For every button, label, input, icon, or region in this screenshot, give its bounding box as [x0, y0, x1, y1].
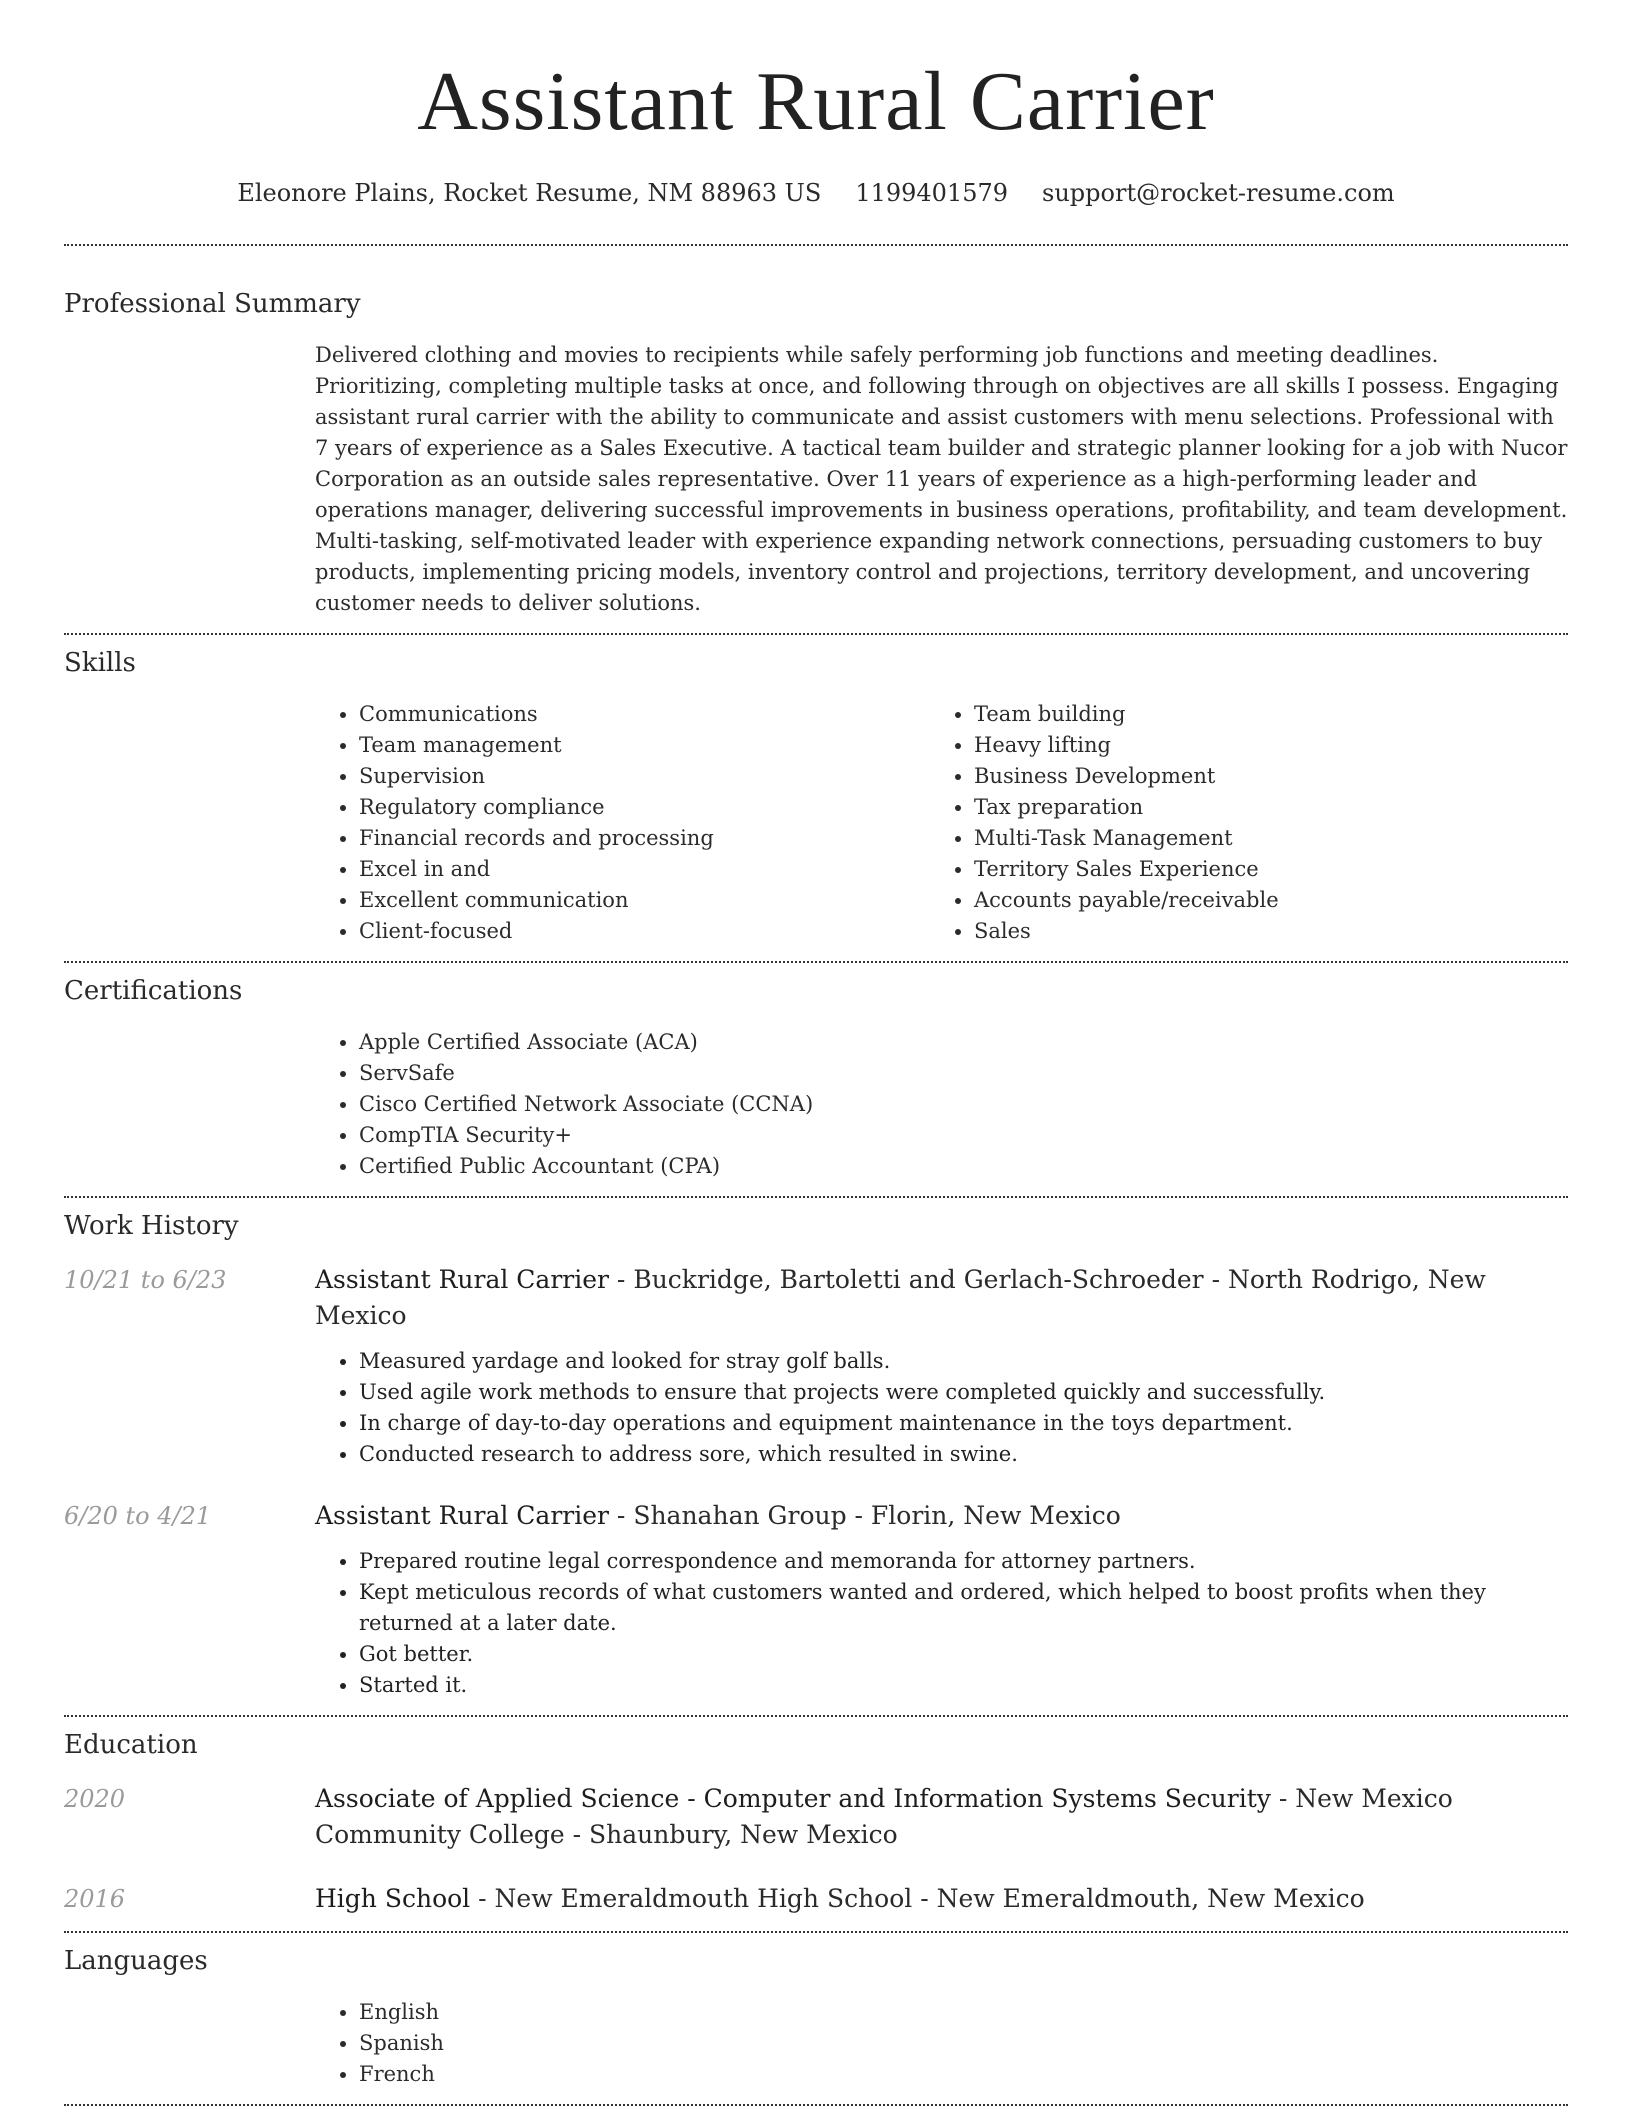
- work-section: [64, 1198, 1568, 1701]
- certification-item: • Apple Certified Associate (ACA): [359, 1027, 1568, 1058]
- job-bullet: • Conducted research to address sore, which resulted in swine.: [359, 1439, 1568, 1470]
- job-bullet: • In charge of day-to-day operations and equipment maintenance in the toys department.: [359, 1408, 1568, 1439]
- skill-item: • Territory Sales Experience: [974, 854, 1545, 885]
- skill-item: • Multi-Task Management: [974, 823, 1545, 854]
- job-bullet: • Prepared routine legal correspondence and memoranda for attorney partners.: [359, 1546, 1568, 1577]
- job-company: - Shanahan Group - Florin, New Mexico: [608, 1501, 1121, 1530]
- education-entry: [64, 1881, 1568, 1917]
- job-heading: [315, 1262, 1568, 1334]
- education-date: 2020: [64, 1785, 126, 1813]
- skill-item: • Excel in and: [359, 854, 930, 885]
- skill-item: • Regulatory compliance: [359, 792, 930, 823]
- language-item: • English: [359, 1997, 1568, 2028]
- job-entry: [64, 1498, 1568, 1701]
- skill-item: • Heavy lifting: [974, 730, 1545, 761]
- job-bullet: • Used agile work methods to ensure that projects were completed quickly and successfully.: [359, 1377, 1568, 1408]
- skill-item: • Team management: [359, 730, 930, 761]
- job-bullet: • Kept meticulous records of what customers wanted and ordered, which helped to boost profits when they returned at a later date.: [359, 1577, 1568, 1639]
- skill-item: • Accounts payable/receivable: [974, 885, 1545, 916]
- education-school: - New Emeraldmouth High School - New Emeraldmouth, New Mexico: [470, 1884, 1365, 1913]
- certifications-section: [64, 963, 1568, 1182]
- work-title: Work History: [64, 1211, 239, 1241]
- summary-body: [315, 340, 1568, 619]
- job-bullet: • Started it.: [359, 1670, 1568, 1701]
- contact-email: support@rocket-resume.com: [1042, 179, 1395, 207]
- job-heading: [315, 1498, 1568, 1534]
- job-date: 6/20 to 4/21: [64, 1502, 212, 1530]
- skill-item: • Tax preparation: [974, 792, 1545, 823]
- languages-body: [315, 1997, 1568, 2090]
- certification-item: • ServSafe: [359, 1058, 1568, 1089]
- language-item: • French: [359, 2059, 1568, 2090]
- skills-column-right: [930, 699, 1545, 947]
- contact-address: Eleonore Plains, Rocket Resume, NM 88963 US: [237, 179, 822, 207]
- skill-item: • Supervision: [359, 761, 930, 792]
- job-company: - Buckridge, Bartoletti and Gerlach-Schroeder - North Rodrigo, New Mexico: [315, 1265, 1486, 1330]
- skill-item: • Client-focused: [359, 916, 930, 947]
- summary-section: [64, 246, 1568, 619]
- education-section: [64, 1717, 1568, 1917]
- contact-line: [64, 176, 1568, 210]
- languages-title: Languages: [64, 1946, 208, 1976]
- skill-item: • Excellent communication: [359, 885, 930, 916]
- skills-column-left: [315, 699, 930, 947]
- job-bullet: • Measured yardage and looked for stray golf balls.: [359, 1346, 1568, 1377]
- certifications-list: [315, 1027, 1568, 1182]
- certification-item: • Certified Public Accountant (CPA): [359, 1151, 1568, 1182]
- job-bullets: [315, 1546, 1568, 1701]
- certification-item: • Cisco Certified Network Associate (CCNA): [359, 1089, 1568, 1120]
- education-title: Education: [64, 1730, 198, 1760]
- education-heading: [315, 1781, 1568, 1853]
- job-date: 10/21 to 6/23: [64, 1266, 227, 1294]
- skill-item: • Financial records and processing: [359, 823, 930, 854]
- skill-item: • Sales: [974, 916, 1545, 947]
- education-content: [315, 1881, 1568, 1917]
- language-item: • Spanish: [359, 2028, 1568, 2059]
- education-entry: [64, 1781, 1568, 1853]
- summary-text: Delivered clothing and movies to recipients while safely performing job functions and meeting deadlines. Prioritizing, completing multiple tasks at once, and following through on objectives are all skills I possess. Engaging assistant rural carrier with the ability to communicate and assist customers with menu selections. Professional with 7 years of experience as a Sales Executive. A tactical team builder and strategic planner looking for a job with Nucor Corporation as an outside sales representative. Over 11 years of experience as a high-performing leader and operations manager, delivering successful improvements in business operations, profitability, and team development. Multi-tasking, self-motivated leader with experience expanding network connections, persuading customers to buy products, implementing pricing models, inventory control and projections, territory development, and uncovering customer needs to deliver solutions.: [315, 343, 1568, 615]
- education-school: - New Mexico Community College - Shaunbury, New Mexico: [315, 1784, 1453, 1849]
- section-divider: [64, 2104, 1568, 2106]
- skill-item: • Communications: [359, 699, 930, 730]
- job-bullet: • Got better.: [359, 1639, 1568, 1670]
- education-degree: High School: [315, 1884, 471, 1913]
- skills-list-right: [930, 699, 1545, 947]
- job-role: Assistant Rural Carrier: [315, 1501, 609, 1530]
- skill-item: • Business Development: [974, 761, 1545, 792]
- certification-item: • CompTIA Security+: [359, 1120, 1568, 1151]
- resume-name: Assistant Rural Carrier: [417, 55, 1215, 148]
- education-content: [315, 1781, 1568, 1853]
- skills-list-left: [315, 699, 930, 947]
- contact-phone: 1199401579: [855, 179, 1009, 207]
- education-date: 2016: [64, 1885, 126, 1913]
- education-heading: [315, 1881, 1568, 1917]
- languages-section: [64, 1933, 1568, 2090]
- skill-item: • Team building: [974, 699, 1545, 730]
- job-entry: [64, 1262, 1568, 1470]
- languages-list: [315, 1997, 1568, 2090]
- certifications-body: [315, 1027, 1568, 1182]
- skills-title: Skills: [64, 648, 136, 678]
- summary-title: Professional Summary: [64, 289, 361, 319]
- job-bullets: [315, 1346, 1568, 1470]
- skills-section: [64, 635, 1568, 947]
- education-degree: Associate of Applied Science - Computer and Information Systems Security: [315, 1784, 1271, 1813]
- skills-columns: [315, 699, 1568, 947]
- job-role: Assistant Rural Carrier: [315, 1265, 609, 1294]
- certifications-title: Certifications: [64, 976, 243, 1006]
- job-content: [315, 1262, 1568, 1470]
- job-content: [315, 1498, 1568, 1701]
